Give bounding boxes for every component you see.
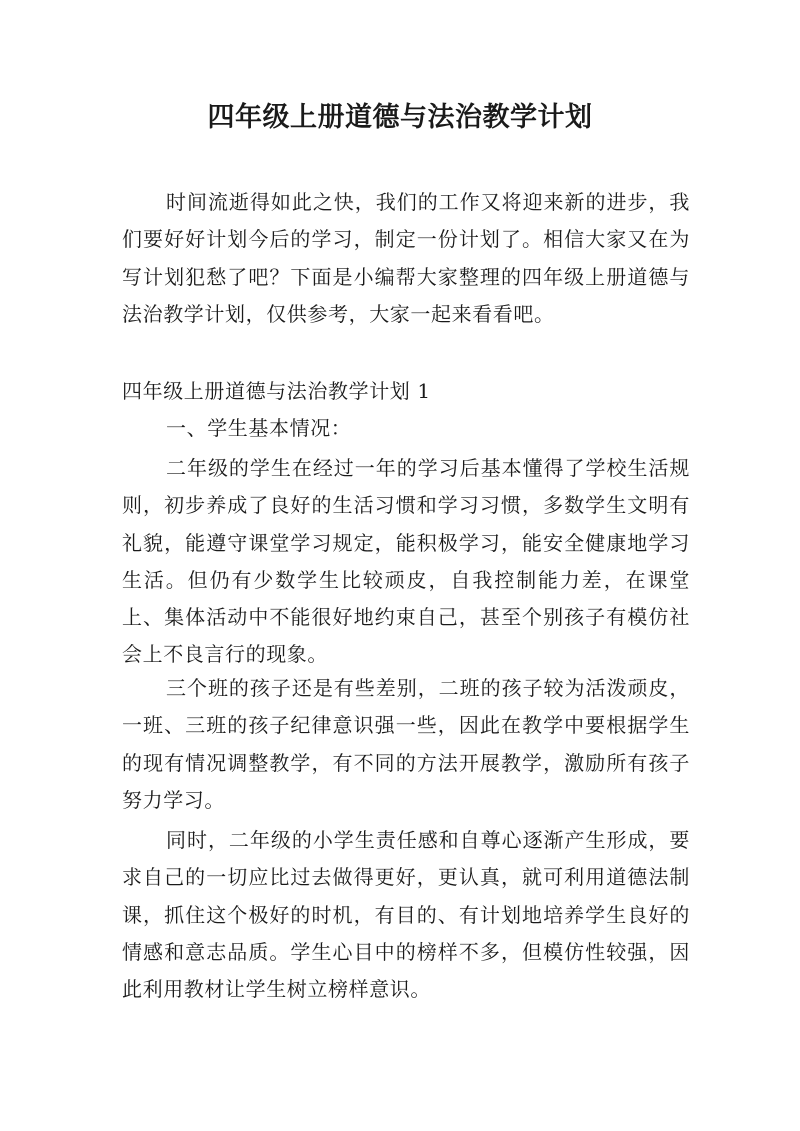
document-title: 四年级上册道德与法治教学计划 xyxy=(207,102,593,133)
plan-subheading: 四年级上册道德与法治教学计划 1 xyxy=(122,379,431,403)
body-paragraph: 二年级的学生在经过一年的学习后基本懂得了学校生活规则，初步养成了良好的生活习惯和学习习惯，多数学生文明有礼貌，能遵守课堂学习规定，能积极学习，能安全健康地学习生活。但仍有少数学生比较顽皮，自我控制能力差，在课堂上、集体活动中不能很好地约束自己，甚至个别孩子有模仿社会上不良言行的现象。 xyxy=(122,456,690,667)
body-paragraph: 三个班的孩子还是有些差别，二班的孩子较为活泼顽皮，一班、三班的孩子纪律意识强一些，因此在教学中要根据学生的现有情况调整教学，有不同的方法开展教学，激励所有孩子努力学习。 xyxy=(122,676,690,812)
section-heading: 一、学生基本情况： xyxy=(166,416,352,440)
body-paragraph: 同时，二年级的小学生责任感和自尊心逐渐产生形成，要求自己的一切应比过去做得更好，更认真，就可利用道德法制课，抓住这个极好的时机，有目的、有计划地培养学生良好的情感和意志品质。学生心目中的榜样不多，但模仿性较强，因此利用教材让学生树立榜样意识。 xyxy=(122,828,690,1002)
intro-paragraph: 时间流逝得如此之快，我们的工作又将迎来新的进步，我们要好好计划今后的学习，制定一份计划了。相信大家又在为写计划犯愁了吧？下面是小编帮大家整理的四年级上册道德与法治教学计划，仅供参考，大家一起来看看吧。 xyxy=(122,190,690,326)
